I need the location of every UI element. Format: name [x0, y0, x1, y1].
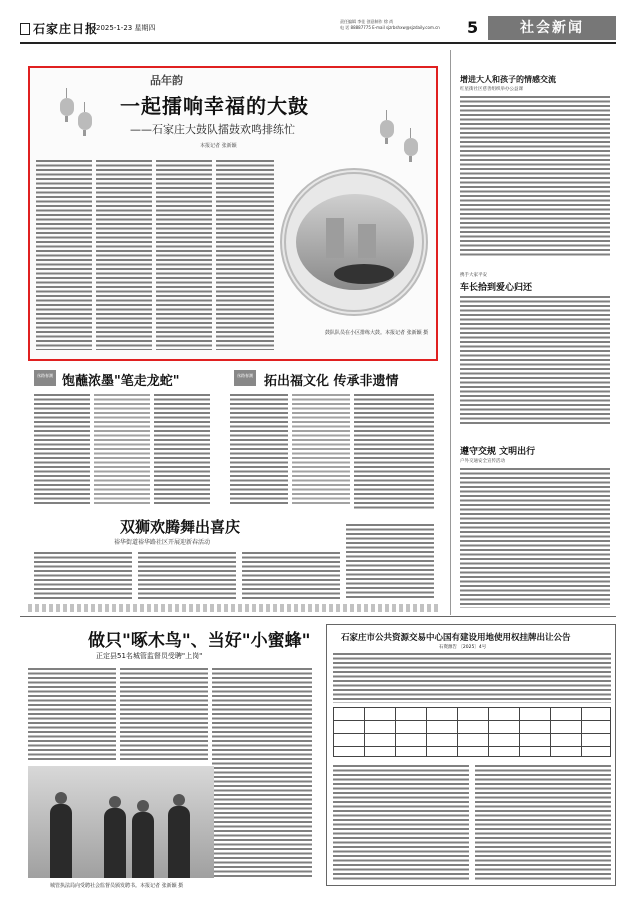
story-body: [242, 552, 340, 600]
feature-body-col1: [36, 160, 92, 350]
bottom-story-photo: [28, 766, 214, 878]
right-story-body: [460, 468, 610, 608]
lantern-icon: [78, 112, 92, 130]
feature-title: 一起擂响幸福的大鼓: [120, 94, 309, 118]
section-badge: 丝路春潮: [234, 370, 256, 386]
story-body: [354, 394, 434, 510]
right-story-body: [460, 96, 610, 256]
right-story-title: 车长拾到爱心归还: [460, 283, 533, 293]
feature-body-col3: [156, 160, 212, 350]
person-figure: [104, 808, 126, 878]
bottom-story-body: [28, 668, 116, 760]
drum-icon: [334, 264, 394, 284]
decorative-band: [28, 604, 438, 612]
feature-body-col2: [96, 160, 152, 350]
feature-photo-caption: 鼓队队员在小区排练大鼓。本报记者 张新颖 摄: [325, 330, 429, 336]
person-figure: [132, 812, 154, 878]
story-body: [138, 552, 236, 600]
section-badge: 丝路春潮: [34, 370, 56, 386]
right-story-title: 遵守交规 文明出行: [460, 447, 536, 457]
lantern-icon: [380, 120, 394, 138]
feature-byline: 本报记者 张新颖: [200, 143, 237, 149]
right-story-kicker: 携手大家平安: [460, 273, 487, 278]
notice-body: [475, 765, 611, 880]
page-header: [20, 14, 616, 44]
bottom-story-body: [212, 668, 312, 878]
lion-dance-subtitle: 裕华街道裕华路社区开展迎新春活动: [114, 539, 211, 546]
section-title: 社会新闻: [488, 16, 616, 40]
story-body: [154, 394, 210, 504]
logo-icon: [20, 23, 30, 35]
bottom-photo-caption: 城管执法局向受聘社会监督员颁发聘书。本报记者 张新颖 摄: [50, 883, 184, 889]
section-title-calligraphy: 饱蘸浓墨"笔走龙蛇": [62, 374, 180, 389]
notice-table: [333, 707, 611, 757]
right-story-body: [460, 296, 610, 426]
bottom-story-subtitle: 正定县51名城管监督员受聘"上岗": [96, 652, 203, 660]
notice-body: [333, 765, 469, 880]
bottom-story-title: 做只"啄木鸟"、当好"小蜜蜂": [88, 631, 311, 651]
page-number: 5: [467, 18, 479, 37]
feature-kicker: 品年韵: [150, 74, 183, 87]
newspaper-page: [20, 14, 616, 894]
feature-subtitle: ——石家庄大鼓队擂鼓欢鸣排练忙: [130, 123, 295, 136]
story-body: [230, 394, 288, 504]
story-body: [34, 552, 132, 600]
section-title-fu-culture: 拓出福文化 传承非遗情: [264, 374, 399, 389]
notice-title: 石家庄市公共资源交易中心国有建设用地使用权挂牌出让公告: [341, 633, 571, 643]
feature-story: [28, 66, 438, 361]
person-figure: [50, 804, 72, 878]
story-body: [346, 524, 434, 600]
person-figure: [168, 806, 190, 878]
lion-dance-title: 双狮欢腾舞出喜庆: [120, 518, 241, 536]
story-body: [34, 394, 90, 504]
bottom-story-body: [120, 668, 208, 760]
notice-body: [333, 653, 611, 703]
right-story-title: 增进大人和孩子的情感交流: [460, 75, 556, 84]
photo-scene: [296, 194, 414, 290]
right-story-subtitle: 户外交通安全宣传活动: [460, 459, 505, 464]
story-body: [94, 394, 150, 504]
newspaper-logo: 石家庄日报: [20, 20, 98, 37]
notice-subtitle: 石资源告 〔2025〕4号: [439, 645, 487, 650]
feature-body-col4: [216, 160, 274, 350]
lantern-icon: [60, 98, 74, 116]
feature-photo: [280, 168, 428, 316]
right-story-subtitle: 红星街社区慈善组织举办公益课: [460, 87, 523, 92]
issue-date: 2025-1-23 星期四: [96, 24, 156, 32]
lantern-icon: [404, 138, 418, 156]
editor-info: 责任编辑 李佳 创意制作 徐 尚 电 话 88887775 E-mail sjzrbshxw@sjzdaily.com.cn: [340, 19, 440, 30]
story-body: [292, 394, 350, 504]
section-divider: [20, 616, 616, 617]
land-auction-notice: [326, 624, 616, 886]
column-divider: [450, 50, 451, 615]
